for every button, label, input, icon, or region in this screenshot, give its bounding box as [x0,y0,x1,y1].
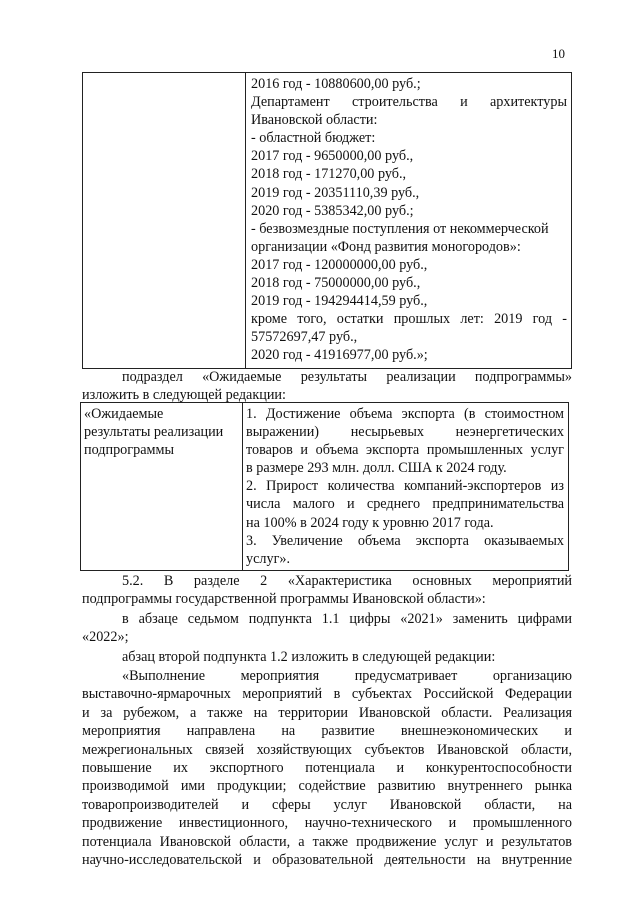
body-line: потенциала Ивановской области, а также продвижение услуг и результатов [82,833,572,850]
body-line: мероприятия направлена на развитие внешнеэкономических и [82,723,572,740]
body-line: продвижение инвестиционного, научно-технического и промышленного [82,815,572,832]
funding-line: кроме того, остатки прошлых лет: 2019 год - [251,311,567,328]
funding-table [82,72,572,369]
body-line: подпрограммы государственной программы Ивановской области»: [82,591,486,608]
body-line: выставочно-ярмарочных мероприятий в субъектах Российской Федерации [82,686,572,703]
body-line: производимой ими продукции; содействие развитию внутреннего рынка [82,778,572,795]
results-line: выражении) несырьевых неэнергетических [246,424,564,441]
results-line: 3. Увеличение объема экспорта оказываемых [246,532,564,549]
section-5-2-paragraph [82,572,572,609]
results-table [80,402,569,571]
results-label-line: подпрограммы [84,442,174,459]
results-label-line: результаты реализации [84,424,224,441]
intro-paragraph [82,368,572,405]
funding-line: 2020 год - 5385342,00 руб.; [251,202,414,219]
funding-line: Ивановской области: [251,112,378,129]
funding-line: 2018 год - 171270,00 руб., [251,166,407,183]
subitem-paragraph [82,648,572,666]
funding-line: 2017 год - 120000000,00 руб., [251,256,428,273]
funding-line: организации «Фонд развития моногородов»: [251,238,521,255]
funding-line: 57572697,47 руб., [251,329,358,346]
body-line: в абзаце седьмом подпункта 1.1 цифры «2021» заменить цифрами [122,611,572,627]
quoted-paragraph [82,667,572,869]
results-table-left-cell [81,403,243,571]
body-line: и за рубежом, а также на территории Ивановской области. Реализация [82,704,572,721]
intro-line-1: подраздел «Ожидаемые результаты реализации подпрограммы» [122,369,572,385]
results-line: в размере 293 млн. долл. США к 2024 году. [246,460,507,477]
body-line: повышение их экспортного потенциала и конкурентоспособности [82,759,572,776]
body-line: «2022»; [82,629,129,646]
body-line: межрегиональных связей хозяйствующих субъектов Ивановской области, [82,741,572,758]
funding-line: 2019 год - 194294414,59 руб., [251,293,428,310]
funding-table-left-cell [83,73,246,369]
funding-line: - безвозмездные поступления от некоммерческой [251,220,549,237]
funding-table-right-cell [246,73,572,369]
funding-line: 2016 год - 10880600,00 руб.; [251,76,421,92]
funding-line: 2020 год - 41916977,00 руб.»; [251,347,428,364]
results-line: 1. Достижение объема экспорта (в стоимостном [246,406,564,422]
results-line: услуг». [246,550,291,567]
results-line: товаров и объема экспорта промышленных услуг [246,442,564,459]
funding-line: Департамент строительства и архитектуры [251,94,567,111]
results-table-right-cell [243,403,569,571]
page-number: 10 [552,46,565,61]
funding-line: 2018 год - 75000000,00 руб., [251,275,421,292]
funding-line: 2017 год - 9650000,00 руб., [251,148,414,165]
body-line: товаропроизводителей и сферы услуг Ивановской области, на [82,796,572,813]
body-line: 5.2. В разделе 2 «Характеристика основных мероприятий [122,573,572,589]
body-line: «Выполнение мероприятия предусматривает организацию [122,668,572,684]
funding-line: - областной бюджет: [251,130,376,147]
results-label-line: «Ожидаемые [84,406,164,422]
results-line: 2. Прирост количества компаний-экспортеров из [246,478,564,495]
funding-line: 2019 год - 20351110,39 руб., [251,184,420,201]
body-line: научно-исследовательской и образовательной деятельности на внутренние [82,851,572,868]
intro-line-2: изложить в следующей редакции: [82,387,286,404]
results-line: числа малого и среднего предпринимательства [246,496,564,513]
body-line: абзац второй подпункта 1.2 изложить в следующей редакции: [122,649,496,665]
results-line: на 100% в 2024 году к уровню 2017 года. [246,514,494,531]
replacement-paragraph [82,610,572,647]
